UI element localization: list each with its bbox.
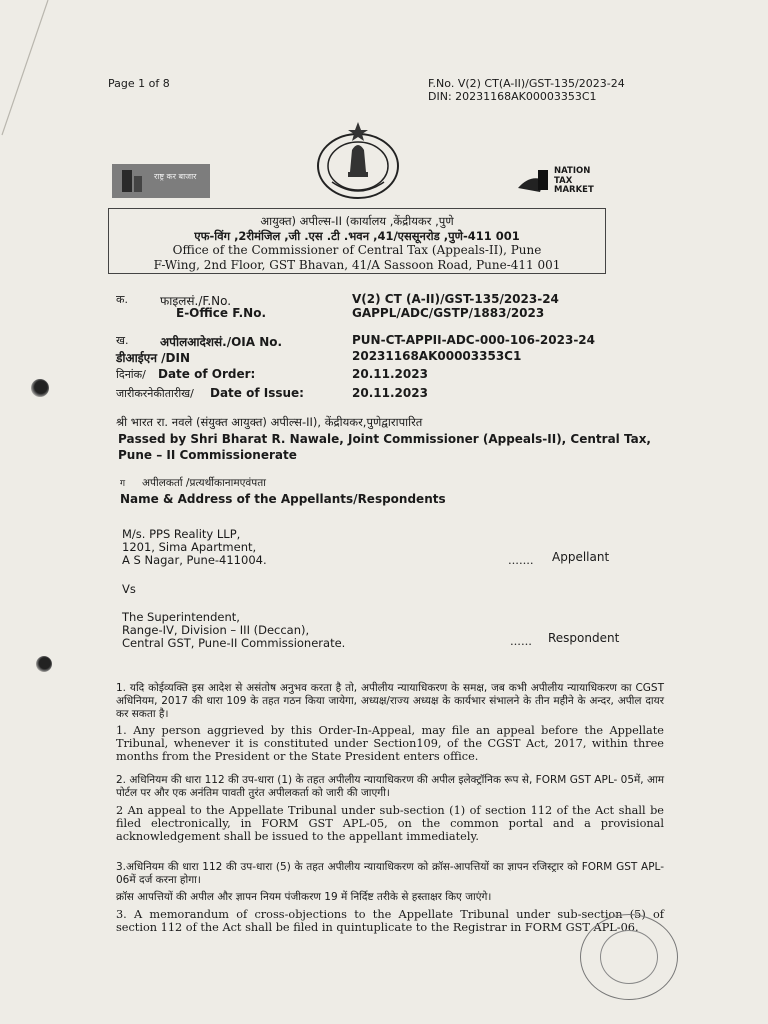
office-line-1: आयुक्त) अपील्स-II (कार्यालय ,केंद्रीयकर ,पुणे bbox=[260, 214, 454, 228]
emblem-icon bbox=[312, 120, 404, 202]
appellant-address bbox=[122, 528, 267, 567]
eoffice-value: GAPPL/ADC/GSTP/1883/2023 bbox=[352, 306, 545, 320]
passed-by-english: Passed by Shri Bharat R. Nawale, Joint Commissioner (Appeals-II), Central Tax, bbox=[118, 432, 651, 446]
para-3-hindi: 3.अधिनियम की धारा 112 की उप-धारा (5) के तहत अपीलीय न्यायाधिकरण को क्रॉस-आपत्तियों का ज्ञापन रजिस्ट्रार को FORM GST APL- 06में दर्ज करना होगा। bbox=[116, 861, 664, 887]
file-no-label: फाइलसं./F.No. bbox=[160, 294, 232, 308]
logo-left-text: राष्ट्र कर बाजार bbox=[154, 172, 197, 181]
date-order-value: 20.11.2023 bbox=[352, 367, 428, 381]
appellant-dots: ....... bbox=[508, 553, 534, 567]
appellant-line: A S Nagar, Pune-411004. bbox=[122, 553, 267, 567]
para-1-hindi: 1. यदि कोईव्यक्ति इस आदेश से असंतोष अनुभव करता है तो, अपीलीय न्यायाधिकरण के समक्ष, जब कभी अपीलीय न्यायाधिकरण का CGST अधिनियम, 2017 की धारा 109 के तहत गठन किया जायेगा, अध्यक्ष/राज्य अध्यक्ष के कार्यभार संभालने के तीन महीने के अन्दर, अपील दायर कर सकता है। bbox=[116, 682, 664, 721]
file-no-value: V(2) CT (A-II)/GST-135/2023-24 bbox=[352, 292, 559, 306]
punch-hole-top bbox=[31, 379, 49, 397]
date-issue-label: Date of Issue: bbox=[210, 386, 304, 400]
para-1-english: 1. Any person aggrieved by this Order-In-Appeal, may file an appeal before the Appellate Tribunal, whenever it is constituted under Section109, of the CGST Act, 2017, within three months from the President or the State President enters office. bbox=[116, 724, 664, 764]
para-2-hindi: 2. अधिनियम की धारा 112 की उप-धारा (1) के तहत अपीलीय न्यायाधिकरण की अपील इलेक्ट्रॉनिक रूप से, FORM GST APL- 05में, आम पोर्टल पर और एक अनंतिम पावती तुरंत अपीलकर्ता को जारी की जाएगी। bbox=[116, 774, 664, 800]
office-address-box bbox=[108, 208, 606, 274]
eoffice-label: E-Office F.No. bbox=[176, 306, 267, 320]
respondent-address bbox=[122, 611, 345, 650]
para-3-english: 3. A memorandum of cross-objections to the Appellate Tribunal under sub-section (5) of section 112 of the Act shall be filed in quintuplicate to the Registrar in FORM GST APL-06. bbox=[116, 908, 664, 935]
date-order-label: Date of Order: bbox=[158, 367, 256, 381]
versus-label: Vs bbox=[122, 582, 136, 596]
logo-mark-icon bbox=[516, 166, 556, 196]
appellant-role: Appellant bbox=[552, 550, 610, 564]
office-line-3: Office of the Commissioner of Central Tax (Appeals-II), Pune bbox=[172, 243, 542, 257]
passed-by-hindi: श्री भारत रा. नवले (संयुक्त आयुक्त) अपील्स-II), केंद्रीयकर,पुणेद्वारापारित bbox=[116, 415, 423, 429]
para-2-english: 2 An appeal to the Appellate Tribunal under sub-section (1) of section 112 of the Act shall be filed electronically, in FORM GST APL-05, on the common portal and a provisional acknowledgement shall be issued to the appellant immediately. bbox=[116, 804, 664, 844]
office-line-4: F-Wing, 2nd Floor, GST Bhavan, 41/A Sassoon Road, Pune-411 001 bbox=[153, 257, 561, 272]
date-issue-value: 20.11.2023 bbox=[352, 386, 428, 400]
respondent-line: Range-IV, Division – III (Deccan), bbox=[122, 623, 310, 637]
field-mark-kh: ख. bbox=[116, 334, 129, 347]
office-line-2: एफ-विंग ,2रीमंजिल ,जी .एस .टी .भवन ,41/एससूनरोड ,पुणे-411 001 bbox=[194, 228, 520, 243]
respondent-line: The Superintendent, bbox=[122, 610, 240, 624]
parties-heading: Name & Address of the Appellants/Respondents bbox=[120, 492, 446, 506]
din-header: DIN: 20231168AK00003353C1 bbox=[428, 90, 597, 103]
field-mark-k: क. bbox=[116, 293, 128, 306]
logo-right-text: NATION TAX MARKET bbox=[554, 166, 594, 195]
punch-hole-bottom bbox=[36, 656, 52, 672]
din-value: 20231168AK00003353C1 bbox=[352, 349, 522, 363]
appellant-line: 1201, Sima Apartment, bbox=[122, 540, 257, 554]
logo-graphic-icon bbox=[112, 164, 210, 198]
parties-hindi: अपीलकर्ता /प्रत्यर्थीकानामएवंपता bbox=[142, 477, 266, 489]
stamp-inner-ring bbox=[600, 930, 658, 984]
file-number: F.No. V(2) CT(A-II)/GST-135/2023-24 bbox=[428, 77, 625, 90]
respondent-role: Respondent bbox=[548, 631, 620, 645]
respondent-dots: ...... bbox=[510, 634, 532, 648]
page-number: Page 1 of 8 bbox=[108, 77, 170, 90]
oia-label: अपीलआदेशसं./OIA No. bbox=[160, 335, 283, 349]
field-mark-ga: ग bbox=[120, 479, 126, 489]
para-3-hindi-2: क्रॉस आपत्तियों की अपील और ज्ञापन नियम पंजीकरण 19 में निर्दिष्ट तरीके से हस्ताक्षर किए जाएंगे। bbox=[116, 891, 492, 903]
appellant-line: M/s. PPS Reality LLP, bbox=[122, 527, 241, 541]
oia-value: PUN-CT-APPII-ADC-000-106-2023-24 bbox=[352, 333, 596, 347]
date-issue-hi: जारीकरनेकीतारीख/ bbox=[116, 387, 194, 400]
passed-by-english-2: Pune – II Commissionerate bbox=[118, 448, 297, 462]
rashtra-kar-bazaar-logo bbox=[112, 164, 210, 198]
page-crease bbox=[0, 0, 60, 140]
date-order-hi: दिनांक/ bbox=[116, 368, 146, 381]
din-label: डीआईएन /DIN bbox=[116, 351, 191, 365]
respondent-line: Central GST, Pune-II Commissionerate. bbox=[122, 636, 346, 650]
nation-tax-market-logo bbox=[516, 166, 608, 196]
